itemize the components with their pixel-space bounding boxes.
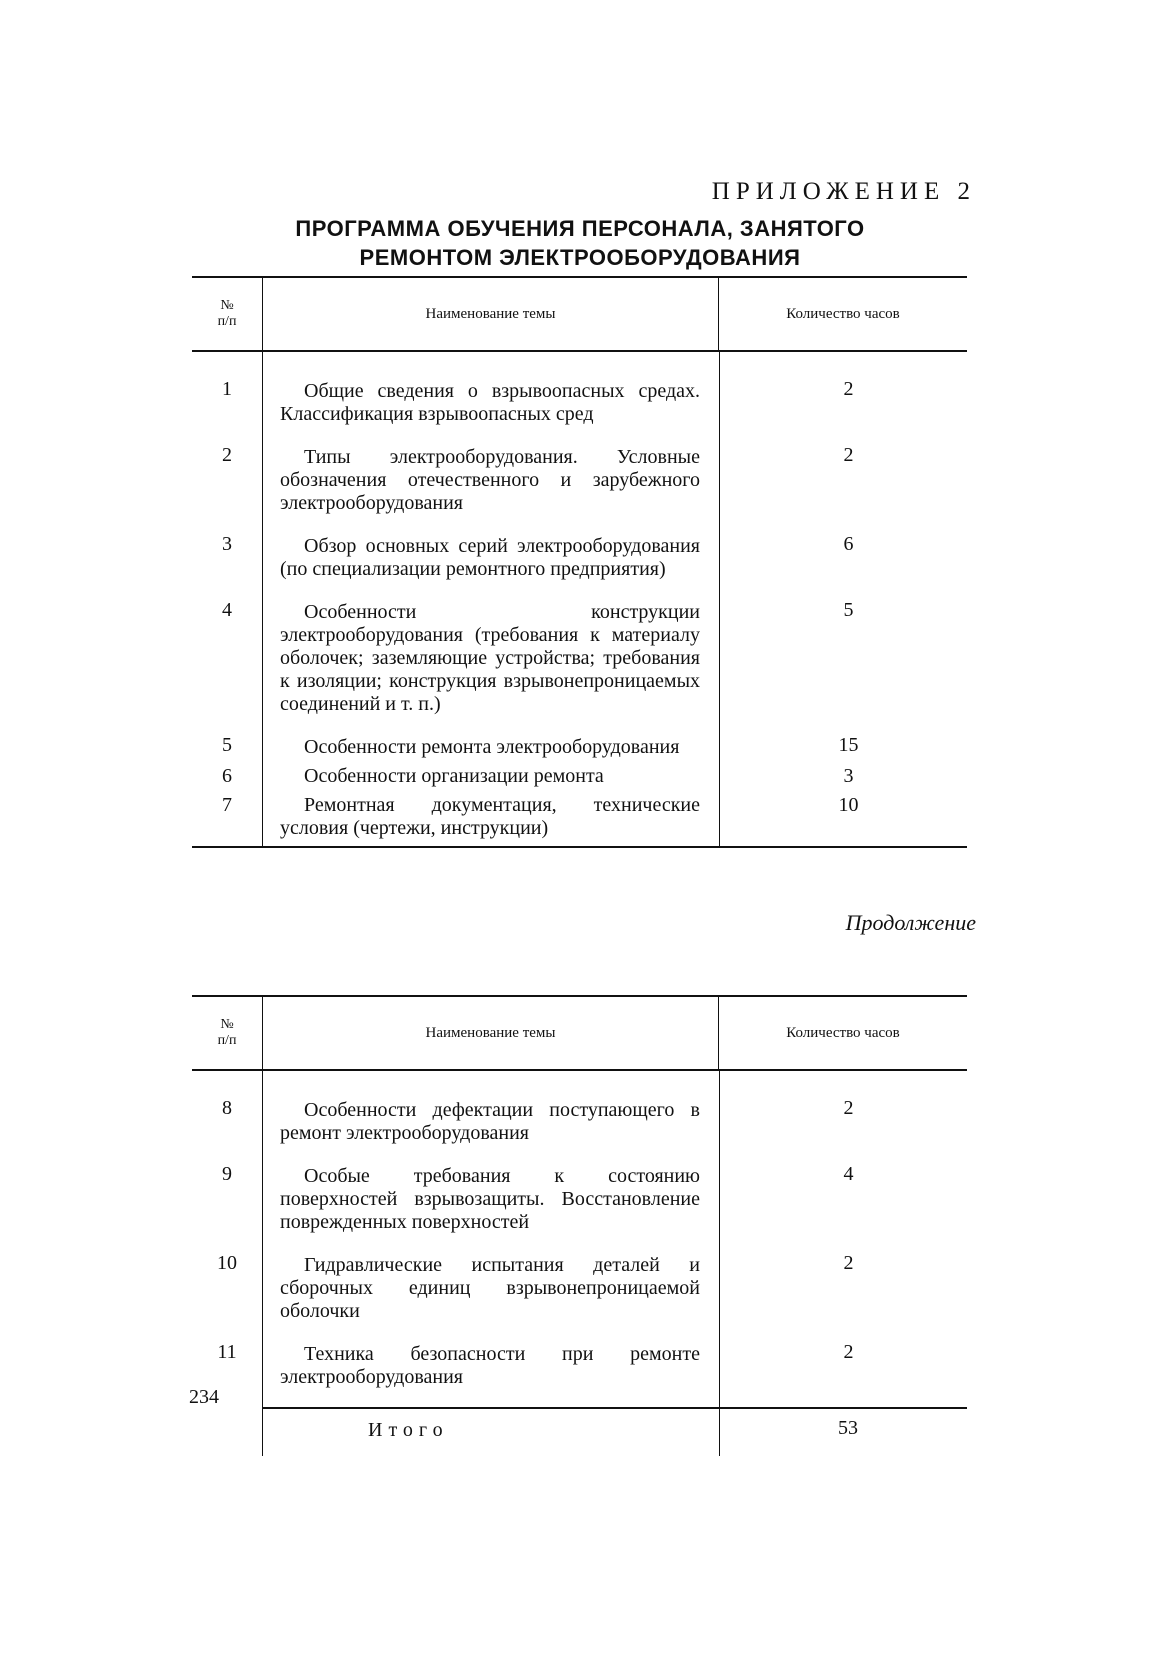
table-body [192, 352, 967, 848]
row-hours: 6 [843, 533, 854, 555]
row-topic: Особые требования к состоянию поверхностей взрывозащиты. Восстановление поврежденных поверхностей [280, 1165, 700, 1233]
row-topic: Особенности организации ремонта [304, 765, 604, 787]
row-topic: Ремонтная документация, технические условия (чертежи, инструкции) [280, 794, 700, 839]
table-body [192, 1071, 967, 1456]
title-line-2: РЕМОНТОМ ЭЛЕКТРООБОРУДОВАНИЯ [359, 245, 801, 270]
row-num: 11 [217, 1341, 237, 1363]
total-rule [262, 1407, 967, 1409]
row-num: 6 [222, 765, 232, 787]
table-row [192, 1079, 967, 1145]
header-topic: Наименование темы [262, 997, 719, 1069]
row-topic: Техника безопасности при ремонте электрооборудования [280, 1343, 700, 1388]
appendix-label: ПРИЛОЖЕНИЕ 2 [711, 178, 976, 205]
header-hours: Количество часов [786, 305, 900, 322]
row-num: 3 [222, 533, 232, 555]
total-row [192, 1407, 967, 1456]
table-row [192, 1323, 967, 1389]
table-header [192, 276, 967, 352]
row-num: 4 [222, 599, 232, 621]
row-hours: 10 [838, 794, 859, 816]
table-row [192, 515, 967, 581]
row-hours: 2 [843, 1097, 854, 1119]
row-topic: Особенности дефектации поступающего в ремонт электрооборудования [280, 1099, 700, 1144]
row-topic: Особенности конструкции электрооборудования (требования к материалу оболочек; заземляющие устройства; требования к изоляции; конструкция взрывонепроницаемых соединений и т. п.) [280, 601, 700, 715]
row-topic: Гидравлические испытания деталей и сборочных единиц взрывонепроницаемой оболочки [280, 1254, 700, 1322]
row-hours: 2 [843, 444, 854, 466]
row-num: 7 [222, 794, 232, 816]
header-hours: Количество часов [786, 1024, 900, 1041]
row-hours: 5 [843, 599, 854, 621]
continuation-label: Продолжение [845, 910, 976, 935]
row-hours: 2 [843, 378, 854, 400]
row-topic: Обзор основных серий электрооборудования (по специализации ремонтного предприятия) [280, 535, 700, 580]
row-num: 1 [222, 378, 232, 400]
row-hours: 4 [843, 1163, 854, 1185]
header-topic: Наименование темы [262, 278, 719, 350]
row-num: 10 [217, 1252, 237, 1274]
table-row [192, 1234, 967, 1323]
table-row [192, 426, 967, 515]
row-num: 5 [222, 734, 232, 756]
page-number: 234 [189, 1386, 219, 1408]
row-hours: 2 [843, 1341, 854, 1363]
row-hours: 15 [838, 734, 859, 756]
row-num: 8 [222, 1097, 232, 1119]
row-hours: 3 [843, 765, 854, 787]
total-label: Итого [368, 1419, 449, 1441]
header-num: № п/п [217, 1017, 237, 1048]
row-num: 9 [222, 1163, 232, 1185]
table-row [192, 716, 967, 759]
page-title [190, 214, 970, 272]
row-hours: 2 [843, 1252, 854, 1274]
table-row [192, 581, 967, 716]
table-row [192, 1145, 967, 1234]
row-topic: Типы электрооборудования. Условные обозначения отечественного и зарубежного электрооборудования [280, 446, 700, 514]
total-hours: 53 [838, 1417, 858, 1439]
table-header [192, 995, 967, 1071]
table-row [192, 788, 967, 840]
table-row [192, 360, 967, 426]
program-table-continued [192, 995, 967, 1456]
row-topic: Особенности ремонта электрооборудования [304, 736, 680, 758]
program-table [192, 276, 967, 848]
table-bottom-rule [192, 840, 967, 848]
table-row [192, 759, 967, 788]
row-num: 2 [222, 444, 232, 466]
header-num: № п/п [217, 298, 237, 329]
title-line-1: ПРОГРАММА ОБУЧЕНИЯ ПЕРСОНАЛА, ЗАНЯТОГО [295, 216, 865, 241]
row-topic: Общие сведения о взрывоопасных средах. Классификация взрывоопасных сред [280, 380, 700, 425]
